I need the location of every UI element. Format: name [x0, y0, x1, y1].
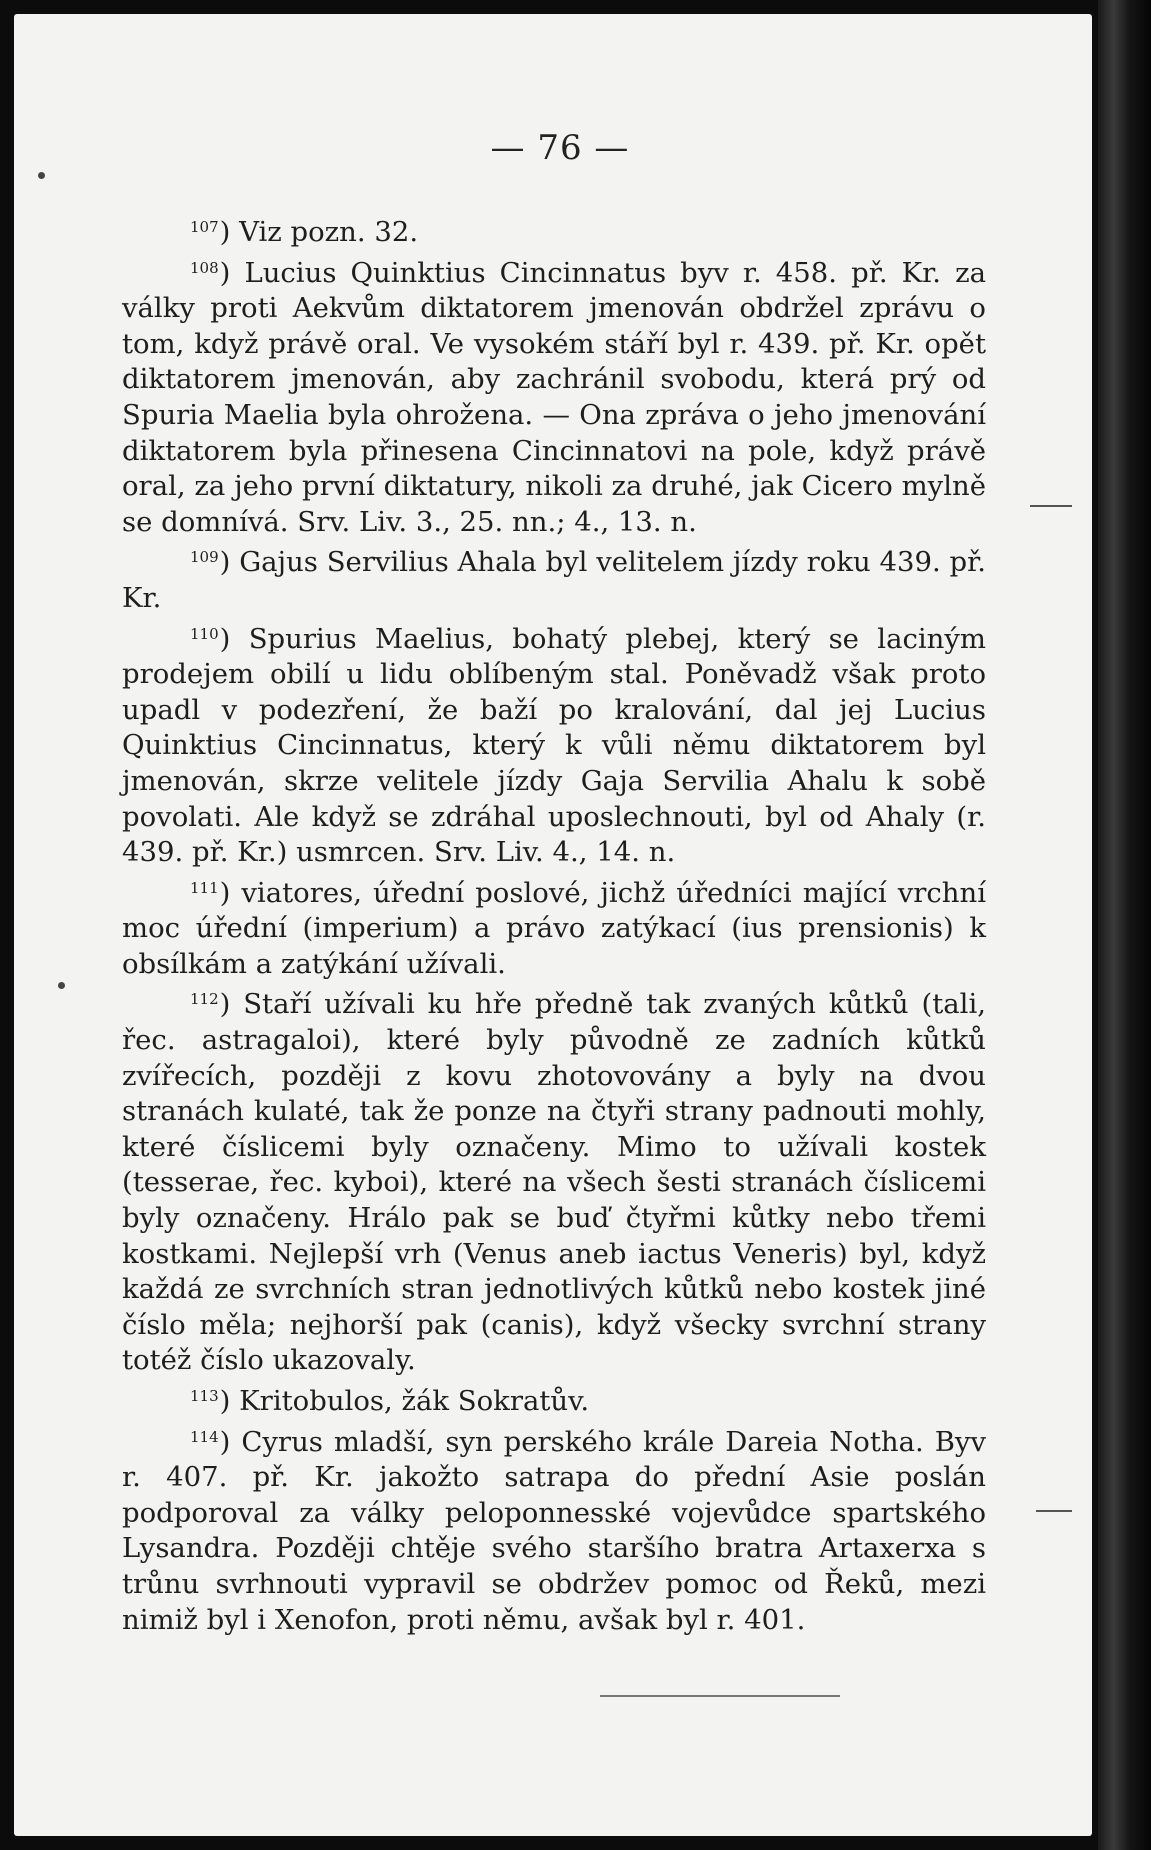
footnote-text: Spurius Maelius, bohatý plebej, který se laciným prodejem obilí u lidu oblíbeným stal. Poněvadž však proto upadl v podezření, že baží po kralování, dal jej Lucius Quinktius Cincinnatus, který k vůli němu diktatorem byl jmenován, skrze velitele jízdy Gaja Servilia Ahalu k sobě povolati. Ale když se zdráhal uposlechnouti, byl od Ahaly (r. 439. př. Kr.) usmrcen. Srv. Liv. 4., 14. n.	[122, 622, 986, 869]
page-number: — 76 —	[490, 128, 630, 168]
footnote-ref: 113	[190, 1387, 219, 1405]
footnote-113: $^{113}$) Kritobulos, žák Sokratův.	[190, 1385, 590, 1417]
footnote-ref: 107	[190, 218, 219, 236]
footnote-112: $^{112}$) Staří užívali ku hře předně tak zvaných kůtků (tali, řec. astragaloi), které byly původně ze zadních kůtků zvířecích, později z kovu zhotovovány a byly na dvou stranách kulaté, tak že ponze na čtyři strany padnouti mohly, které číslicemi byly označeny. Mimo to užívali kostek (tesserae, řec. kyboi), které na všech šesti stranách číslicemi byly označeny. Hrálo pak se buď čtyřmi kůtky nebo třemi kostkami. Nejlepší vrh (Venus aneb iactus Veneris) byl, když každá ze svrchních stran jednotlivých kůtků nebo kostek jiné číslo měla; nejhorší pak (canis), když všecky svrchní strany totéž číslo ukazovaly.	[122, 988, 986, 1377]
footnote-110: $^{110}$) Spurius Maelius, bohatý plebej, který se laciným prodejem obilí u lidu oblíbeným stal. Poněvadž však proto upadl v podezření, že baží po kralování, dal jej Lucius Quinktius Cincinnatus, který k vůli němu diktatorem byl jmenován, skrze velitele jízdy Gaja Servilia Ahalu k sobě povolati. Ale když se zdráhal uposlechnouti, byl od Ahaly (r. 439. př. Kr.) usmrcen. Srv. Liv. 4., 14. n.	[122, 622, 986, 869]
margin-mark	[1036, 1510, 1072, 1512]
footnote-text: viatores, úřední poslové, jichž úředníci mající vrchní moc úřední (imperium) a právo zatýkací (ius prensionis) k obsílkám a zatýkání užívali.	[122, 876, 986, 980]
footnote-ref: 111	[190, 878, 219, 897]
underline-mark	[600, 1695, 840, 1697]
footnotes	[122, 210, 986, 1638]
footnote-ref: 110	[190, 624, 219, 643]
footnote-text: Staří užívali ku hře předně tak zvaných kůtků (tali, řec. astragaloi), které byly původně ze zadních kůtků zvířecích, později z kovu zhotovovány a byly na dvou stranách kulaté, tak že ponze na čtyři strany padnouti mohly, které číslicemi byly označeny. Mimo to užívali kostek (tesserae, řec. kyboi), které na všech šesti stranách číslicemi byly označeny. Hrálo pak se buď čtyřmi kůtky nebo třemi kostkami. Nejlepší vrh (Venus aneb iactus Veneris) byl, když každá ze svrchních stran jednotlivých kůtků nebo kostek jiné číslo měla; nejhorší pak (canis), když všecky svrchní strany totéž číslo ukazovaly.	[122, 988, 986, 1377]
footnote-text: Gajus Servilius Ahala byl velitelem jízdy roku 439. př. Kr.	[122, 546, 987, 614]
footnote-107: $^{107}$) Viz pozn. 32.	[190, 216, 419, 248]
footnote-text: Viz pozn. 32.	[239, 216, 419, 248]
footnote-text: Cyrus mladší, syn perského krále Dareia Notha. Byv r. 407. př. Kr. jakožto satrapa do přední Asie poslán podporoval za války peloponnesské vojevůdce spartského Lysandra. Později chtěje svého staršího bratra Artaxerxa s trůnu svrhnouti vypravil se obdržev pomoc od Řeků, mezi nimiž byl i Xenofon, proti němu, avšak byl r. 401.	[122, 1425, 986, 1636]
footnote-108: $^{108}$) Lucius Quinktius Cincinnatus byv r. 458. př. Kr. za války proti Aekvům diktatorem jmenován obdržel zprávu o tom, když právě oral. Ve vysokém stáří byl r. 439. př. Kr. opět diktatorem jmenován, aby zachránil svobodu, která prý od Spuria Maelia byla ohrožena. — Ona zpráva o jeho jmenování diktatorem byla přinesena Cincinnatovi na pole, když právě oral, za jeho první diktatury, nikoli za druhé, jak Cicero mylně se domnívá. Srv. Liv. 3., 25. nn.; 4., 13. n.	[122, 256, 986, 538]
next-page-edge	[1098, 0, 1151, 1850]
footnote-ref: 109	[190, 548, 219, 567]
footnote-111: $^{111}$) viatores, úřední poslové, jichž úředníci mající vrchní moc úřední (imperium) a právo zatýkací (ius prensionis) k obsílkám a zatýkání užívali.	[122, 876, 986, 980]
footnote-114: $^{114}$) Cyrus mladší, syn perského krále Dareia Notha. Byv r. 407. př. Kr. jakožto satrapa do přední Asie poslán podporoval za války peloponnesské vojevůdce spartského Lysandra. Později chtěje svého staršího bratra Artaxerxa s trůnu svrhnouti vypravil se obdržev pomoc od Řeků, mezi nimiž byl i Xenofon, proti němu, avšak byl r. 401.	[122, 1425, 986, 1636]
margin-speck	[58, 982, 65, 989]
footnote-ref: 114	[190, 1427, 219, 1446]
footnote-ref: 108	[190, 258, 219, 277]
footnote-109: $^{109}$) Gajus Servilius Ahala byl velitelem jízdy roku 439. př. Kr.	[122, 546, 987, 614]
footnote-ref: 112	[190, 990, 219, 1009]
footnote-text: Lucius Quinktius Cincinnatus byv r. 458. př. Kr. za války proti Aekvům diktatorem jmenován obdržel zprávu o tom, když právě oral. Ve vysokém stáří byl r. 439. př. Kr. opět diktatorem jmenován, aby zachránil svobodu, která prý od Spuria Maelia byla ohrožena. — Ona zpráva o jeho jmenování diktatorem byla přinesena Cincinnatovi na pole, když právě oral, za jeho první diktatury, nikoli za druhé, jak Cicero mylně se domnívá. Srv. Liv. 3., 25. nn.; 4., 13. n.	[122, 256, 986, 538]
footnote-text: Kritobulos, žák Sokratův.	[239, 1385, 590, 1417]
margin-mark	[1030, 505, 1072, 507]
margin-speck	[38, 172, 45, 179]
